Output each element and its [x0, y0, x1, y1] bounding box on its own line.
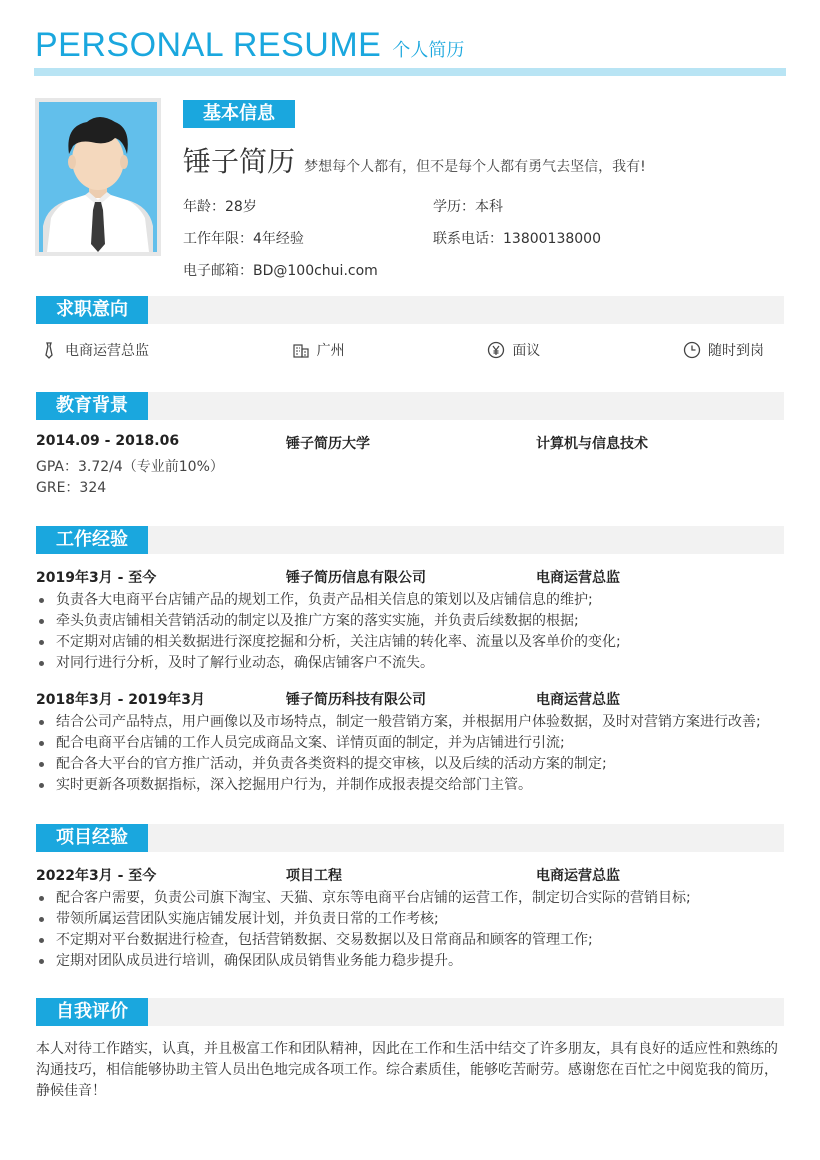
job-intent-heading: 求职意向 — [36, 296, 148, 324]
work-header — [36, 526, 784, 554]
building-icon — [292, 341, 310, 359]
candidate-name: 锤子简历 — [183, 145, 296, 178]
title-english: PERSONAL RESUME — [35, 26, 382, 64]
education-entry — [36, 433, 784, 453]
list-item: 负责各大电商平台店铺产品的规划工作，负责产品相关信息的策划以及店铺信息的维护; — [36, 590, 784, 611]
education-header — [36, 392, 784, 420]
work-heading: 工作经验 — [36, 526, 148, 554]
education-period: 2014.09 - 2018.06 — [36, 433, 180, 449]
education-heading: 教育背景 — [36, 392, 148, 420]
job-intent-section — [36, 296, 784, 360]
project-heading: 项目经验 — [36, 824, 148, 852]
education-section — [36, 392, 784, 499]
avatar-illustration — [39, 102, 157, 252]
job-entry — [36, 689, 784, 709]
education-major: 计算机与信息技术 — [536, 436, 648, 452]
education-field: 学历：本科 — [433, 199, 503, 215]
list-item: 配合电商平台店铺的工作人员完成商品文案、详情页面的制定，并为店铺进行引流; — [36, 733, 784, 754]
resume-header — [35, 26, 785, 65]
intent-city — [292, 340, 345, 360]
basic-info-heading: 基本信息 — [183, 100, 295, 128]
work-section — [36, 526, 784, 796]
job-period: 2019年3月 - 至今 — [36, 570, 157, 586]
job-entry — [36, 567, 784, 587]
avatar — [35, 98, 161, 256]
intent-position — [40, 340, 149, 360]
intent-salary — [487, 340, 540, 360]
project-role: 电商运营总监 — [536, 868, 620, 884]
work-years-field: 工作年限：4年经验 — [183, 231, 304, 247]
job-duties — [36, 590, 784, 674]
intent-salary-label: 面议 — [512, 343, 541, 359]
list-item: 结合公司产品特点，用户画像以及市场特点，制定一般营销方案，并根据用户体验数据，及时对营销方案进行改善; — [36, 712, 784, 733]
info-grid — [183, 196, 783, 280]
yen-icon — [487, 341, 505, 359]
title-chinese: 个人简历 — [392, 40, 465, 61]
clock-icon — [683, 341, 701, 359]
job-company: 锤子简历信息有限公司 — [286, 570, 426, 586]
education-details — [36, 457, 784, 499]
education-gre: GRE：324 — [36, 480, 107, 496]
self-evaluation-text: 本人对待工作踏实，认真，并且极富工作和团队精神，因此在工作和生活中结交了许多朋友，具有良好的适应性和熟练的沟通技巧，相信能够协助主管人员出色地完成各项工作。综合素质佳，能够吃苦耐劳。感谢您在百忙之中阅览我的简历，静候佳音！ — [36, 1041, 778, 1099]
self-evaluation-heading: 自我评价 — [36, 998, 148, 1026]
job-intent-header — [36, 296, 784, 324]
list-item: 带领所属运营团队实施店铺发展计划，并负责日常的工作考核; — [36, 909, 784, 930]
education-gpa: GPA：3.72/4（专业前10%） — [36, 459, 224, 475]
list-item: 定期对团队成员进行培训，确保团队成员销售业务能力稳步提升。 — [36, 951, 784, 972]
age-field: 年龄：28岁 — [183, 199, 257, 215]
list-item: 不定期对平台数据进行检查，包括营销数据、交易数据以及日常商品和顾客的管理工作; — [36, 930, 784, 951]
job-company: 锤子简历科技有限公司 — [286, 692, 426, 708]
project-name: 项目工程 — [286, 868, 342, 884]
list-item: 牵头负责店铺相关营销活动的制定以及推广方案的落实实施，并负责后续数据的根据; — [36, 611, 784, 632]
job-title: 电商运营总监 — [536, 570, 620, 586]
project-section — [36, 824, 784, 972]
education-school: 锤子简历大学 — [286, 436, 370, 452]
list-item: 配合各大平台的官方推广活动，并负责各类资料的提交审核，以及后续的活动方案的制定; — [36, 754, 784, 775]
intent-availability-label: 随时到岗 — [707, 343, 764, 359]
list-item: 不定期对店铺的相关数据进行深度挖掘和分析，关注店铺的转化率、流量以及客单价的变化; — [36, 632, 784, 653]
intent-row — [36, 340, 784, 360]
list-item: 实时更新各项数据指标，深入挖掘用户行为，并制作成报表提交给部门主管。 — [36, 775, 784, 796]
header-divider — [34, 68, 786, 76]
project-period: 2022年3月 - 至今 — [36, 868, 157, 884]
job-duties — [36, 712, 784, 796]
name-row — [183, 140, 783, 180]
basic-info — [183, 100, 783, 280]
job-title: 电商运营总监 — [536, 692, 620, 708]
tie-icon — [40, 341, 58, 359]
project-header — [36, 824, 784, 852]
intent-position-label: 电商运营总监 — [65, 343, 149, 359]
list-item: 配合客户需要，负责公司旗下淘宝、天猫、京东等电商平台店铺的运营工作，制定切合实际的营销目标; — [36, 888, 784, 909]
project-duties — [36, 888, 784, 972]
intent-availability — [683, 340, 764, 360]
list-item: 对同行进行分析，及时了解行业动态，确保店铺客户不流失。 — [36, 653, 784, 674]
self-evaluation-header — [36, 998, 784, 1026]
project-entry — [36, 865, 784, 885]
motto: 梦想每个人都有，但不是每个人都有勇气去坚信，我有! — [304, 159, 646, 175]
intent-city-label: 广州 — [316, 343, 345, 359]
job-period: 2018年3月 - 2019年3月 — [36, 692, 205, 708]
email-field: 电子邮箱：BD@100chui.com — [183, 263, 378, 279]
self-evaluation-section — [36, 998, 784, 1102]
phone-field: 联系电话：13800138000 — [433, 231, 601, 247]
